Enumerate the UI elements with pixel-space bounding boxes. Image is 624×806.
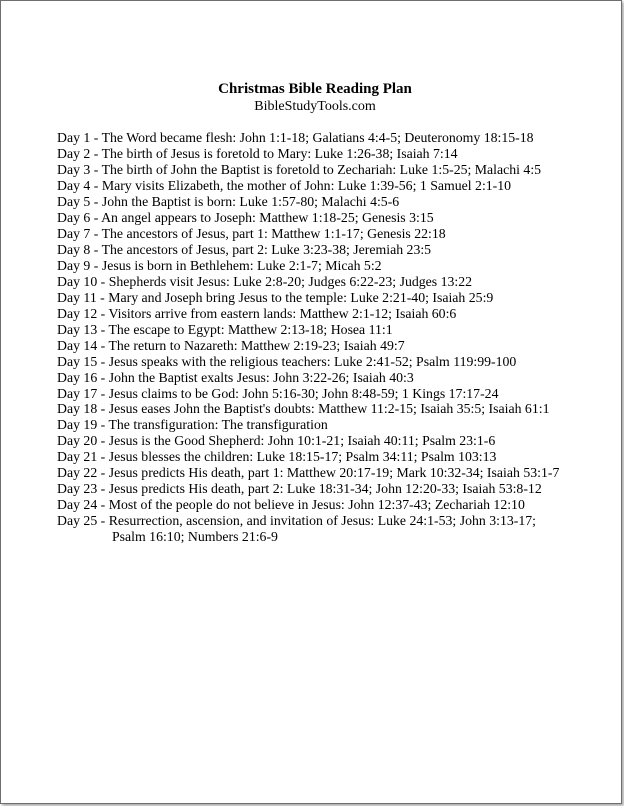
reading-day-14: Day 14 - The return to Nazareth: Matthew 2:19-23; Isaiah 49:7 <box>57 337 405 353</box>
reading-day-23: Day 23 - Jesus predicts His death, part 2: Luke 18:31-34; John 12:20-33; Isaiah 53:8-12 <box>57 481 542 497</box>
reading-day-9: Day 9 - Jesus is born in Bethlehem: Luke 2:1-7; Micah 5:2 <box>57 257 382 273</box>
reading-day-13: Day 13 - The escape to Egypt: Matthew 2:13-18; Hosea 11:1 <box>57 321 393 337</box>
reading-day-6: Day 6 - An angel appears to Joseph: Matthew 1:18-25; Genesis 3:15 <box>57 209 434 225</box>
reading-day-21: Day 21 - Jesus blesses the children: Luke 18:15-17; Psalm 34:11; Psalm 103:13 <box>57 449 497 465</box>
page-subtitle: BibleStudyTools.com <box>254 99 376 114</box>
reading-day-22: Day 22 - Jesus predicts His death, part 1: Matthew 20:17-19; Mark 10:32-34; Isaiah 53:1-7 <box>57 465 560 481</box>
page-title: Christmas Bible Reading Plan <box>218 81 412 97</box>
reading-day-25-line-2: Psalm 16:10; Numbers 21:6-9 <box>112 529 278 545</box>
reading-day-8: Day 8 - The ancestors of Jesus, part 2: Luke 3:23-38; Jeremiah 23:5 <box>57 241 432 257</box>
reading-day-3: Day 3 - The birth of John the Baptist is foretold to Zechariah: Luke 1:5-25; Malachi 4:5 <box>57 161 542 177</box>
reading-day-18: Day 18 - Jesus eases John the Baptist's doubts: Matthew 11:2-15; Isaiah 35:5; Isaiah 61:1 <box>57 401 550 417</box>
reading-day-7: Day 7 - The ancestors of Jesus, part 1: Matthew 1:1-17; Genesis 22:18 <box>57 225 446 241</box>
reading-day-25-line-1: Day 25 - Resurrection, ascension, and invitation of Jesus: Luke 24:1-53; John 3:13-17; <box>57 513 536 529</box>
reading-day-1: Day 1 - The Word became flesh: John 1:1-18; Galatians 4:4-5; Deuteronomy 18:15-18 <box>57 130 534 145</box>
reading-day-12: Day 12 - Visitors arrive from eastern lands: Matthew 2:1-12; Isaiah 60:6 <box>57 305 457 321</box>
reading-day-15: Day 15 - Jesus speaks with the religious teachers: Luke 2:41-52; Psalm 119:99-100 <box>57 353 517 369</box>
reading-day-19: Day 19 - The transfiguration: The transfiguration <box>57 417 328 433</box>
reading-plan-list <box>57 130 617 545</box>
reading-day-11: Day 11 - Mary and Joseph bring Jesus to the temple: Luke 2:21-40; Isaiah 25:9 <box>57 289 494 305</box>
reading-day-20: Day 20 - Jesus is the Good Shepherd: John 10:1-21; Isaiah 40:11; Psalm 23:1-6 <box>57 433 496 449</box>
reading-day-5: Day 5 - John the Baptist is born: Luke 1:57-80; Malachi 4:5-6 <box>57 193 400 209</box>
reading-day-17: Day 17 - Jesus claims to be God: John 5:16-30; John 8:48-59; 1 Kings 17:17-24 <box>57 385 499 401</box>
reading-day-2: Day 2 - The birth of Jesus is foretold to Mary: Luke 1:26-38; Isaiah 7:14 <box>57 145 458 161</box>
reading-day-25 <box>57 513 617 545</box>
reading-day-10: Day 10 - Shepherds visit Jesus: Luke 2:8-20; Judges 6:22-23; Judges 13:22 <box>57 273 473 289</box>
reading-day-24: Day 24 - Most of the people do not believe in Jesus: John 12:37-43; Zechariah 12:10 <box>57 497 525 513</box>
reading-day-16: Day 16 - John the Baptist exalts Jesus: John 3:22-26; Isaiah 40:3 <box>57 369 414 385</box>
reading-day-4: Day 4 - Mary visits Elizabeth, the mother of John: Luke 1:39-56; 1 Samuel 2:1-10 <box>57 177 512 193</box>
